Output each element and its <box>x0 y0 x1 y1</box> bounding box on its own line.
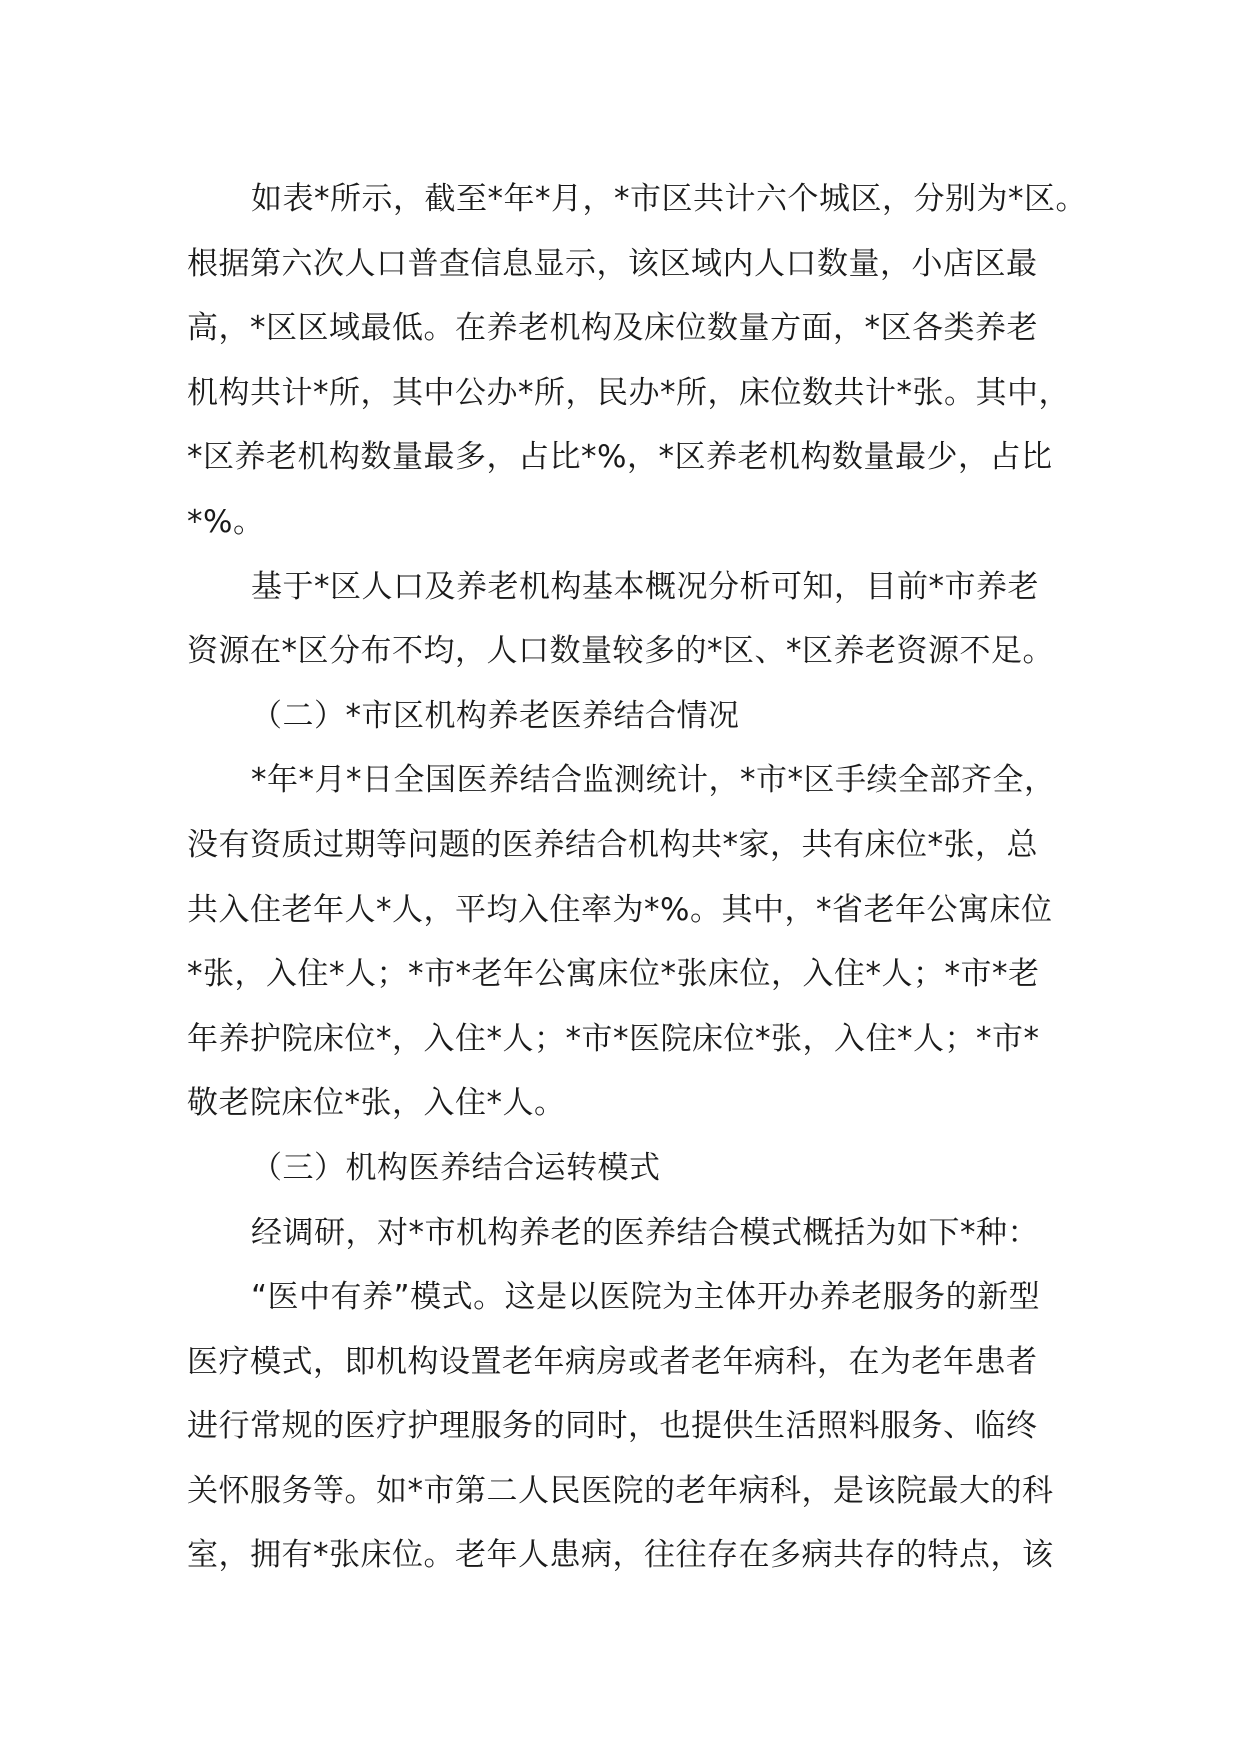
paragraph-district-overview <box>187 167 1087 555</box>
section-heading-3 <box>187 1136 1082 1201</box>
text-line: 根据第六次人口普查信息显示，该区域内人口数量，小店区最 <box>187 245 1038 282</box>
section-heading-2 <box>187 684 1082 749</box>
text-line: 年养护院床位*，入住*人；*市*医院床位*张，入住*人；*市* <box>187 1020 1040 1057</box>
text-line: *区养老机构数量最多，占比*%，*区养老机构数量最少，占比 <box>187 439 1053 476</box>
text-line: 经调研，对*市机构养老的医养结合模式概括为如下*种： <box>251 1214 1039 1251</box>
paragraph-model-intro <box>187 1201 1082 1266</box>
text-line: 关怀服务等。如*市第二人民医院的老年病科，是该院最大的科 <box>187 1472 1054 1509</box>
paragraph-monitoring-stats <box>187 748 1082 1136</box>
text-line: 敬老院床位*张，入住*人。 <box>187 1085 566 1122</box>
text-line: 没有资质过期等问题的医养结合机构共*家，共有床位*张，总 <box>187 826 1038 863</box>
text-line: “医中有养”模式。这是以医院为主体开办养老服务的新型 <box>251 1279 1041 1316</box>
text-line: 进行常规的医疗护理服务的同时，也提供生活照料服务、临终 <box>187 1408 1038 1445</box>
heading-line: （二）*市区机构养老医养结合情况 <box>251 697 740 734</box>
text-line: 医疗模式，即机构设置老年病房或者老年病科，在为老年患者 <box>187 1343 1038 1380</box>
text-line: 如表*所示，截至*年*月，*市区共计六个城区，分别为*区。 <box>251 181 1087 217</box>
document-body <box>187 167 1087 1588</box>
text-line: 机构共计*所，其中公办*所，民办*所，床位数共计*张。其中， <box>187 374 1070 411</box>
text-line: 高，*区区域最低。在养老机构及床位数量方面，*区各类养老 <box>187 310 1038 347</box>
text-line: *张，入住*人；*市*老年公寓床位*张床位，入住*人；*市*老 <box>187 956 1040 993</box>
text-line: *年*月*日全国医养结合监测统计，*市*区手续全部齐全， <box>251 762 1056 799</box>
paragraph-resource-analysis <box>187 555 1082 684</box>
paragraph-medical-care-model <box>187 1265 1082 1588</box>
text-line: 室，拥有*张床位。老年人患病，往往存在多病共存的特点，该 <box>187 1537 1054 1574</box>
text-line: 资源在*区分布不均，人口数量较多的*区、*区养老资源不足。 <box>187 633 1054 670</box>
heading-line: （三）机构医养结合运转模式 <box>251 1149 661 1186</box>
text-line: 共入住老年人*人，平均入住率为*%。其中，*省老年公寓床位 <box>187 891 1053 928</box>
text-line: 基于*区人口及养老机构基本概况分析可知，目前*市养老 <box>251 568 1039 605</box>
text-line: *%。 <box>187 503 265 540</box>
